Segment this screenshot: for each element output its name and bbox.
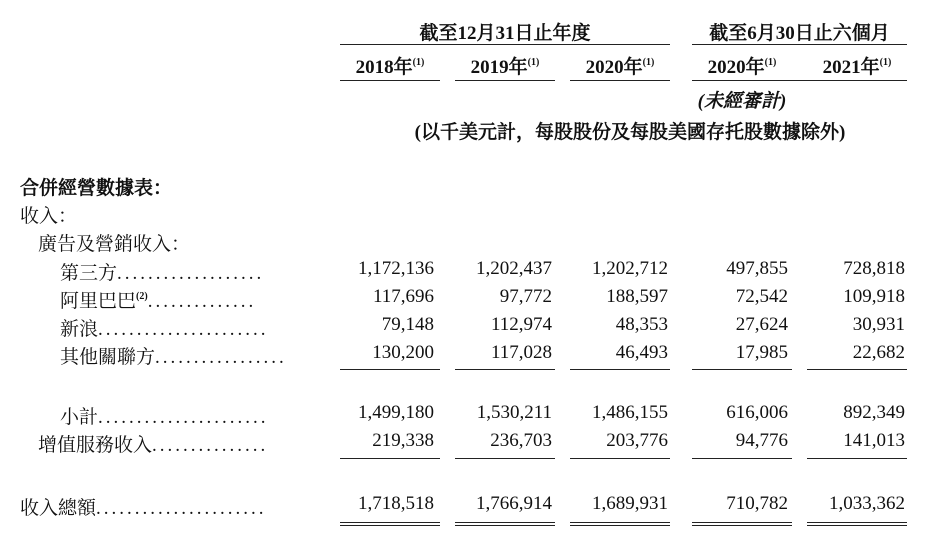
total-underline <box>340 525 440 526</box>
section-revenue: 收入： <box>20 206 78 227</box>
divider-fy-group <box>340 44 670 45</box>
table-cell: 48,353 <box>615 314 668 335</box>
total-underline <box>692 522 792 523</box>
table-cell: 17,985 <box>735 342 788 363</box>
total-rule <box>692 458 792 459</box>
column-header-2020-fy: 2020年$^{(1)}$ <box>585 57 655 78</box>
table-cell: 1,172,136 <box>358 258 434 279</box>
table-cell: 112,974 <box>490 314 552 335</box>
table-cell: 616,006 <box>726 402 788 423</box>
row-label-sina: 新浪...................... <box>60 319 269 340</box>
row-label-vas-revenue: 增值服務收入............... <box>38 435 269 456</box>
total-rule <box>455 458 555 459</box>
row-label-third-party: 第三方................... <box>60 263 265 284</box>
table-cell: 97,772 <box>499 286 552 307</box>
divider-6m-group <box>692 44 907 45</box>
table-cell: 188,597 <box>606 286 668 307</box>
table-cell: 79,148 <box>381 314 434 335</box>
table-cell: 1,033,362 <box>829 493 905 514</box>
table-cell: 109,918 <box>843 286 905 307</box>
total-underline <box>692 525 792 526</box>
column-header-2021-6m: 2021年$^{(1)}$ <box>822 57 892 78</box>
table-cell: 27,624 <box>735 314 788 335</box>
total-underline <box>807 525 907 526</box>
table-cell: 1,689,931 <box>592 493 668 514</box>
table-cell: 117,696 <box>372 286 434 307</box>
section-title: 合併經營數據表： <box>20 178 173 199</box>
table-cell: 117,028 <box>490 342 552 363</box>
row-label-subtotal: 小計...................... <box>60 407 269 428</box>
total-underline <box>455 525 555 526</box>
table-cell: 72,542 <box>735 286 788 307</box>
table-cell: 236,703 <box>490 430 552 451</box>
total-underline <box>570 522 670 523</box>
unit-note: (以千美元計，每股股份及每股美國存托股數據除外) <box>414 122 846 143</box>
table-cell: 1,486,155 <box>592 402 668 423</box>
column-header-2018: 2018年$^{(1)}$ <box>355 57 425 78</box>
table-cell: 22,682 <box>852 342 905 363</box>
table-cell: 94,776 <box>735 430 788 451</box>
subtotal-rule <box>692 369 792 370</box>
table-cell: 1,202,437 <box>476 258 552 279</box>
total-rule <box>807 458 907 459</box>
divider-col-2020-fy <box>570 80 670 81</box>
table-cell: 710,782 <box>726 493 788 514</box>
divider-col-6m <box>692 80 907 81</box>
table-cell: 141,013 <box>843 430 905 451</box>
table-cell: 497,855 <box>726 258 788 279</box>
table-cell: 203,776 <box>606 430 668 451</box>
row-label-alibaba: 阿里巴巴$^{(2)}$.............. <box>60 291 257 312</box>
table-cell: 1,530,211 <box>476 402 552 423</box>
total-underline <box>340 522 440 523</box>
divider-col-2019 <box>455 80 555 81</box>
total-rule <box>340 458 440 459</box>
table-cell: 130,200 <box>372 342 434 363</box>
subtotal-rule <box>455 369 555 370</box>
table-cell: 892,349 <box>843 402 905 423</box>
header-fiscal-year-group: 截至12月31日止年度 <box>419 23 591 44</box>
table-cell: 1,766,914 <box>476 493 552 514</box>
row-label-total-revenue: 收入總額...................... <box>20 498 267 519</box>
table-cell: 219,338 <box>372 430 434 451</box>
unaudited-note: (未經審計) <box>697 91 787 112</box>
section-ad-revenue: 廣告及營銷收入： <box>38 234 191 255</box>
table-cell: 1,718,518 <box>358 493 434 514</box>
column-header-2020-6m: 2020年$^{(1)}$ <box>707 57 777 78</box>
table-cell: 728,818 <box>843 258 905 279</box>
row-label-other-related: 其他關聯方................. <box>60 347 287 368</box>
table-cell: 1,202,712 <box>592 258 668 279</box>
total-rule <box>570 458 670 459</box>
total-underline <box>807 522 907 523</box>
subtotal-rule <box>340 369 440 370</box>
column-header-2019: 2019年$^{(1)}$ <box>470 57 540 78</box>
table-cell: 46,493 <box>615 342 668 363</box>
table-cell: 1,499,180 <box>358 402 434 423</box>
subtotal-rule <box>807 369 907 370</box>
total-underline <box>455 522 555 523</box>
total-underline <box>570 525 670 526</box>
subtotal-rule <box>570 369 670 370</box>
table-cell: 30,931 <box>852 314 905 335</box>
divider-col-2018 <box>340 80 440 81</box>
header-six-month-group: 截至6月30日止六個月 <box>709 23 890 44</box>
